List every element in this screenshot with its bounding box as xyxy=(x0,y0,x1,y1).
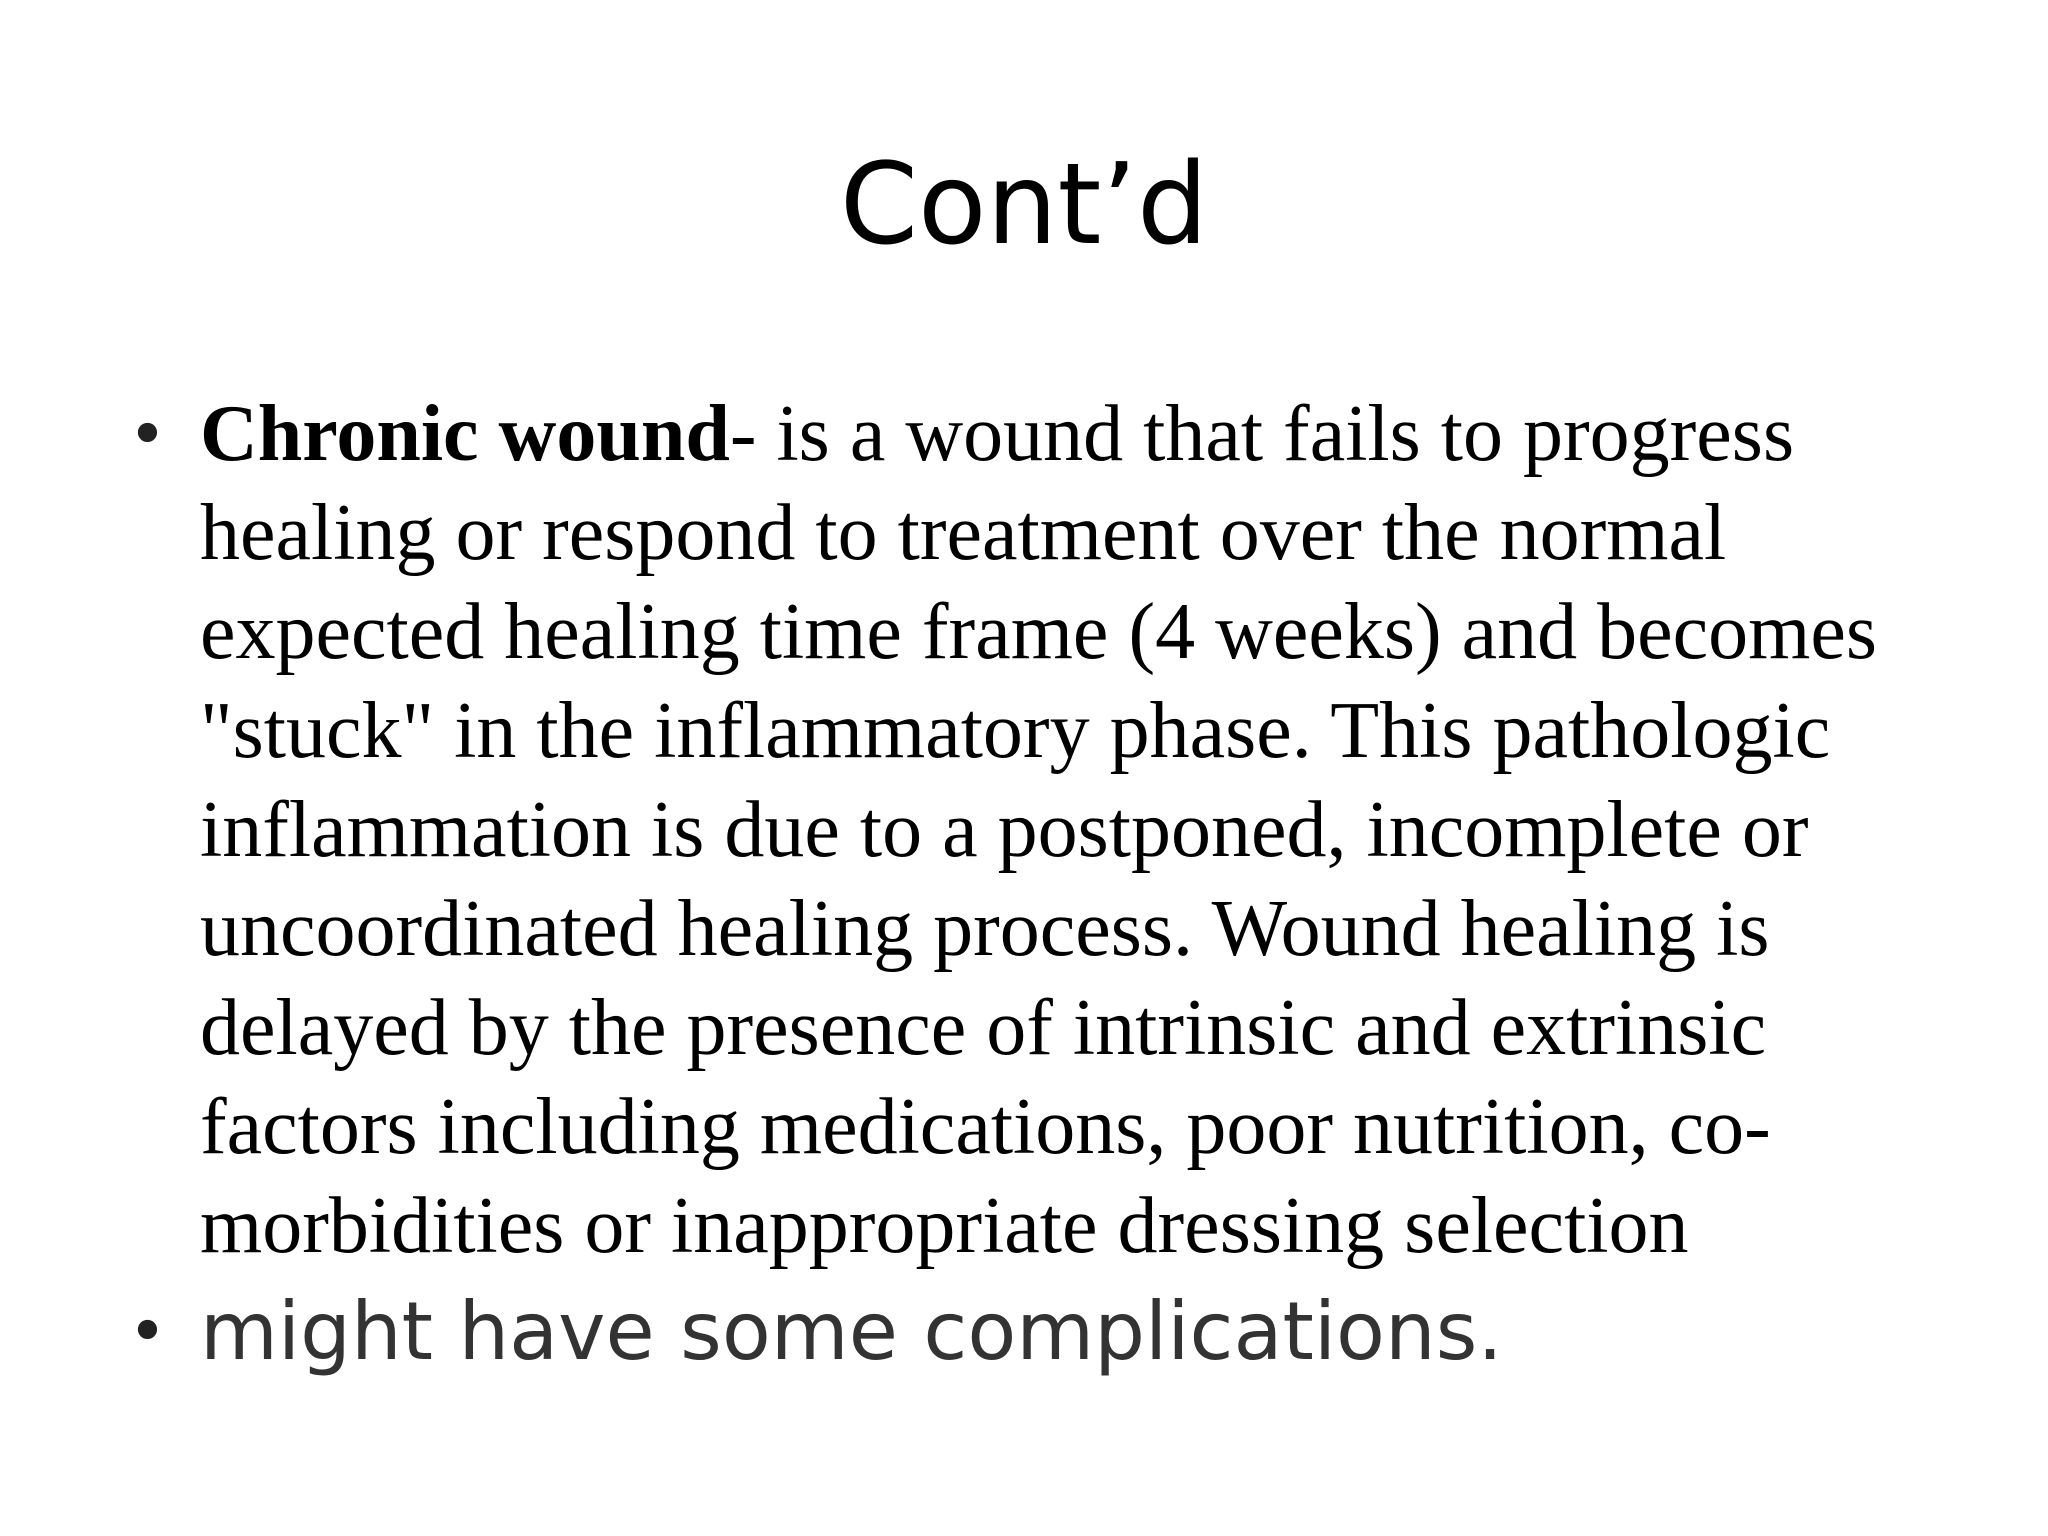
bullet-icon: • xyxy=(128,1293,167,1370)
slide-title: Cont’d xyxy=(839,140,1209,270)
bullet-item-complications xyxy=(120,1276,1950,1388)
bullet-icon: • xyxy=(128,396,167,473)
bullet-item-chronic-wound xyxy=(120,385,1950,1276)
definition-text: - is a wound that fails to progress healing or respond to treatment over the normal expected healing time frame (4 weeks) and becomes "stuck" in the inflammatory phase. This pathologic inflammation is due to a postponed, incomplete or uncoordinated healing process. Wound healing is delayed by the presence of intrinsic and extrinsic factors including medications, poor nutrition, co-morbidities or inappropriate dressing selection xyxy=(200,390,1878,1270)
bullet-list xyxy=(120,385,1950,1388)
complications-text: might have some complications. xyxy=(200,1285,1503,1378)
term-chronic-wound: Chronic wound xyxy=(200,390,730,478)
